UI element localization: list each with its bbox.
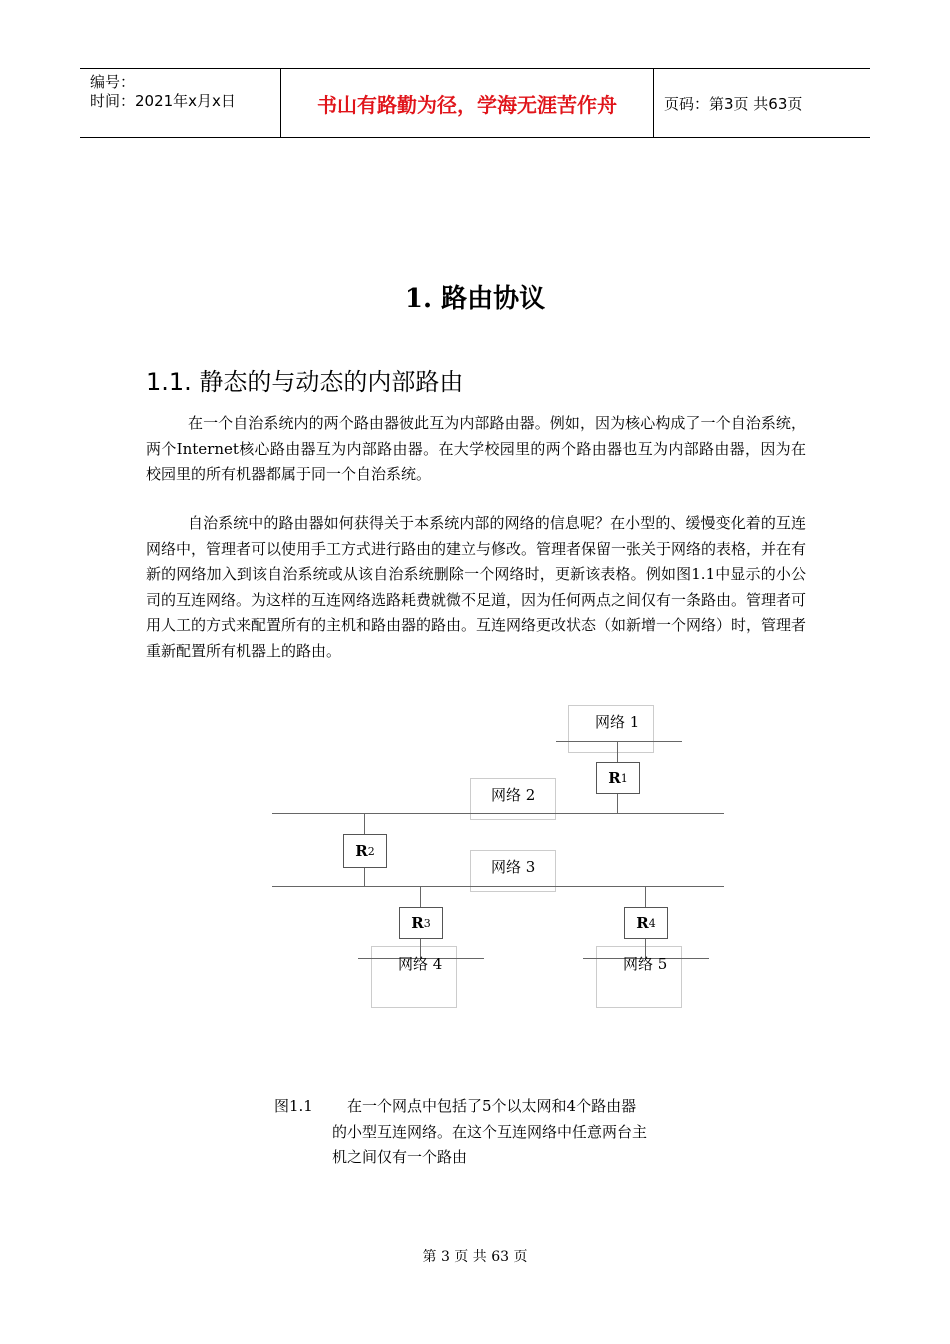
network-1-label: 网络 1 xyxy=(595,713,640,731)
network-4-label: 网络 4 xyxy=(398,955,443,973)
caption-line-3: 机之间仅有一个路由 xyxy=(332,1148,468,1166)
router-r2-letter: R xyxy=(355,842,368,860)
chapter-title: 1. 路由协议 xyxy=(404,284,546,314)
router-r3 xyxy=(399,907,443,939)
time-label: 时间：2021年x月x日 xyxy=(90,92,236,110)
network-2-line xyxy=(272,813,724,814)
network-1-line xyxy=(556,741,682,742)
router-r4 xyxy=(624,907,668,939)
network-3-label: 网络 3 xyxy=(491,858,536,876)
r2-bottom-link xyxy=(364,866,365,886)
caption-line-1: 在一个网点中包括了5个以太网和4个路由器 xyxy=(347,1097,637,1115)
router-r3-sub: 3 xyxy=(423,916,431,930)
paragraph-2: 自治系统中的路由器如何获得关于本系统内部的网络的信息呢？在小型的、缓慢变化着的互连网络中，管理者可以使用手工方式进行路由的建立与修改。管理者保留一张关于网络的表格，并在有新的网络加入到该自治系统或从该自治系统删除一个网络时，更新该表格。例如图1.1中显示的小公司的互连网络。为这样的互连网络选路耗费就微不足道，因为任何两点之间仅有一条路由。管理者可用人工的方式来配置所有的主机和路由器的路由。互连网络更改状态（如新增一个网络）时，管理者重新配置所有机器上的路由。 xyxy=(146,514,807,660)
router-r4-letter: R xyxy=(636,914,649,932)
r3-top-link xyxy=(420,886,421,907)
r2-top-link xyxy=(364,813,365,834)
r1-bottom-link xyxy=(617,792,618,813)
router-r1 xyxy=(596,762,640,794)
network-3-line xyxy=(272,886,724,887)
figure-caption-text xyxy=(332,1094,692,1171)
router-r1-sub: 1 xyxy=(620,771,628,785)
network-5-label: 网络 5 xyxy=(623,955,668,973)
header-motto: 书山有路勤为径，学海无涯苦作舟 xyxy=(281,69,654,137)
paragraph-1: 在一个自治系统内的两个路由器彼此互为内部路由器。例如，因为核心构成了一个自治系统，两个Internet核心路由器互为内部路由器。在大学校园里的两个路由器也互为内部路由器，因为在校园里的所有机器都属于同一个自治系统。 xyxy=(146,414,806,483)
router-r4-sub: 4 xyxy=(648,916,656,930)
page-footer: 第 3 页 共 63 页 xyxy=(422,1249,528,1265)
router-r2 xyxy=(343,834,387,868)
r1-top-link xyxy=(617,741,618,763)
r4-top-link xyxy=(645,886,646,907)
network-2-label: 网络 2 xyxy=(491,786,536,804)
router-r2-sub: 2 xyxy=(367,844,375,858)
router-r3-letter: R xyxy=(411,914,424,932)
router-r1-letter: R xyxy=(608,769,621,787)
caption-line-2: 的小型互连网络。在这个互连网络中任意两台主 xyxy=(332,1122,648,1141)
code-label: 编号： xyxy=(90,73,136,91)
header-page-info: 页码：第3页 共63页 xyxy=(664,94,803,113)
section-title: 1.1. 静态的与动态的内部路由 xyxy=(146,368,464,396)
figure-number: 图1.1 xyxy=(274,1097,313,1115)
